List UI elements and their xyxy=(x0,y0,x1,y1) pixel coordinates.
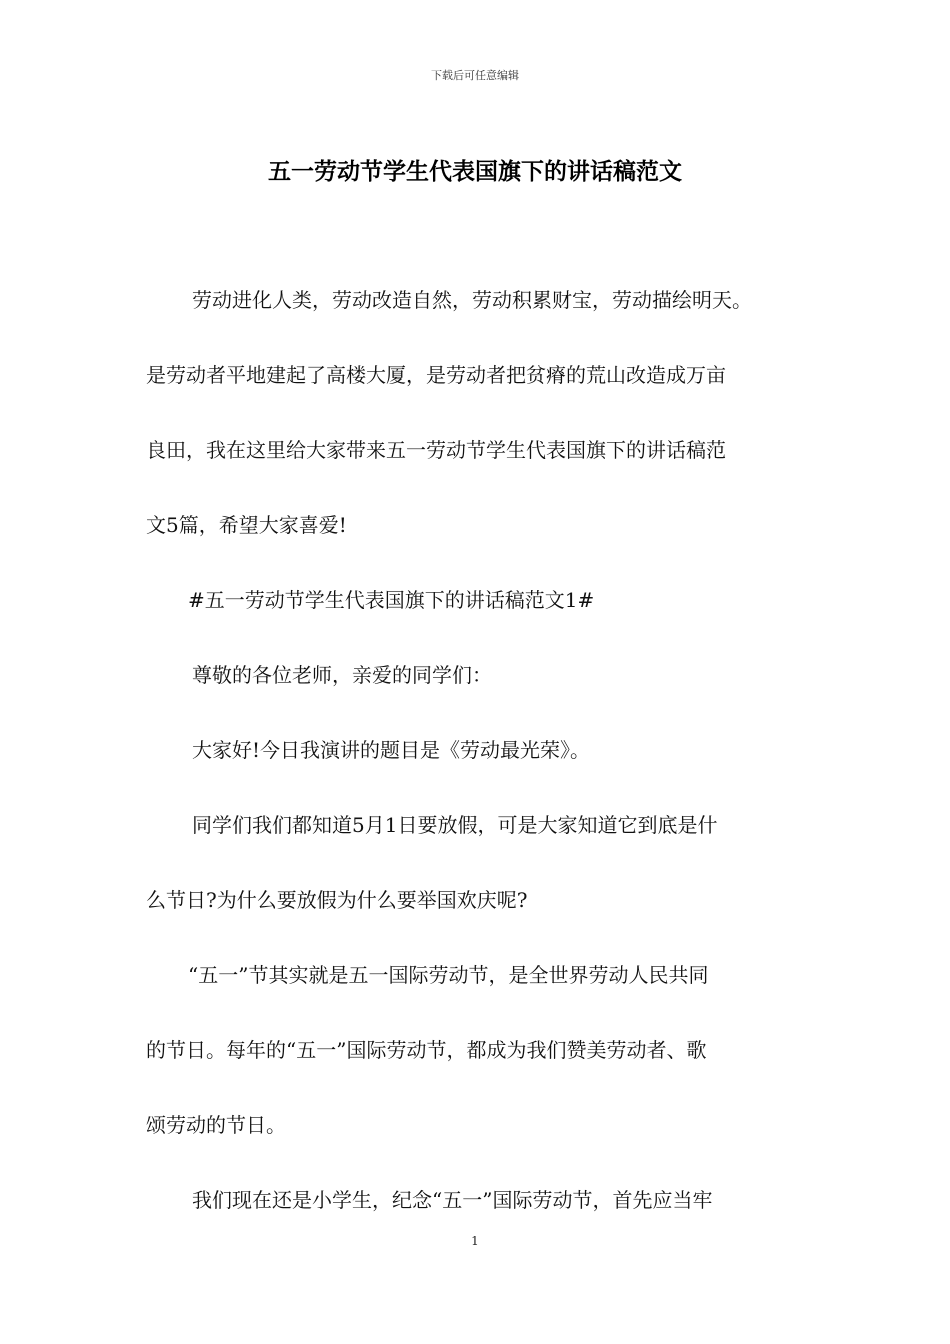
line-text: 同学们我们都知道5月1日要放假，可是大家知道它到底是什 xyxy=(192,813,718,837)
line-text: #五一劳动节学生代表国旗下的讲话稿范文1# xyxy=(188,588,595,612)
line-text: 良田，我在这里给大家带来五一劳动节学生代表国旗下的讲话稿范 xyxy=(146,438,726,462)
line-text: 我们现在还是小学生，纪念“五一”国际劳动节，首先应当牢 xyxy=(192,1188,713,1212)
page-number: 1 xyxy=(471,1234,479,1248)
line-text: 颂劳动的节日。 xyxy=(146,1113,286,1137)
line-text: 么节日?为什么要放假为什么要举国欢庆呢? xyxy=(146,888,528,912)
line-text: 文5篇，希望大家喜爱! xyxy=(146,513,347,537)
line-text: 尊敬的各位老师，亲爱的同学们： xyxy=(192,663,492,687)
line-text: 是劳动者平地建起了高楼大厦，是劳动者把贫瘠的荒山改造成万亩 xyxy=(146,363,726,387)
document-title: 五一劳动节学生代表国旗下的讲话稿范文 xyxy=(268,158,682,185)
line-text: 的节日。每年的“五一”国际劳动节，都成为我们赞美劳动者、歌 xyxy=(146,1038,707,1062)
page-header-note: 下载后可任意编辑 xyxy=(431,69,519,82)
line-text: 大家好!今日我演讲的题目是《劳动最光荣》。 xyxy=(192,738,591,762)
line-text: “五一”节其实就是五一国际劳动节，是全世界劳动人民共同 xyxy=(188,963,709,987)
line-text: 劳动进化人类，劳动改造自然，劳动积累财宝，劳动描绘明天。 xyxy=(192,288,752,312)
